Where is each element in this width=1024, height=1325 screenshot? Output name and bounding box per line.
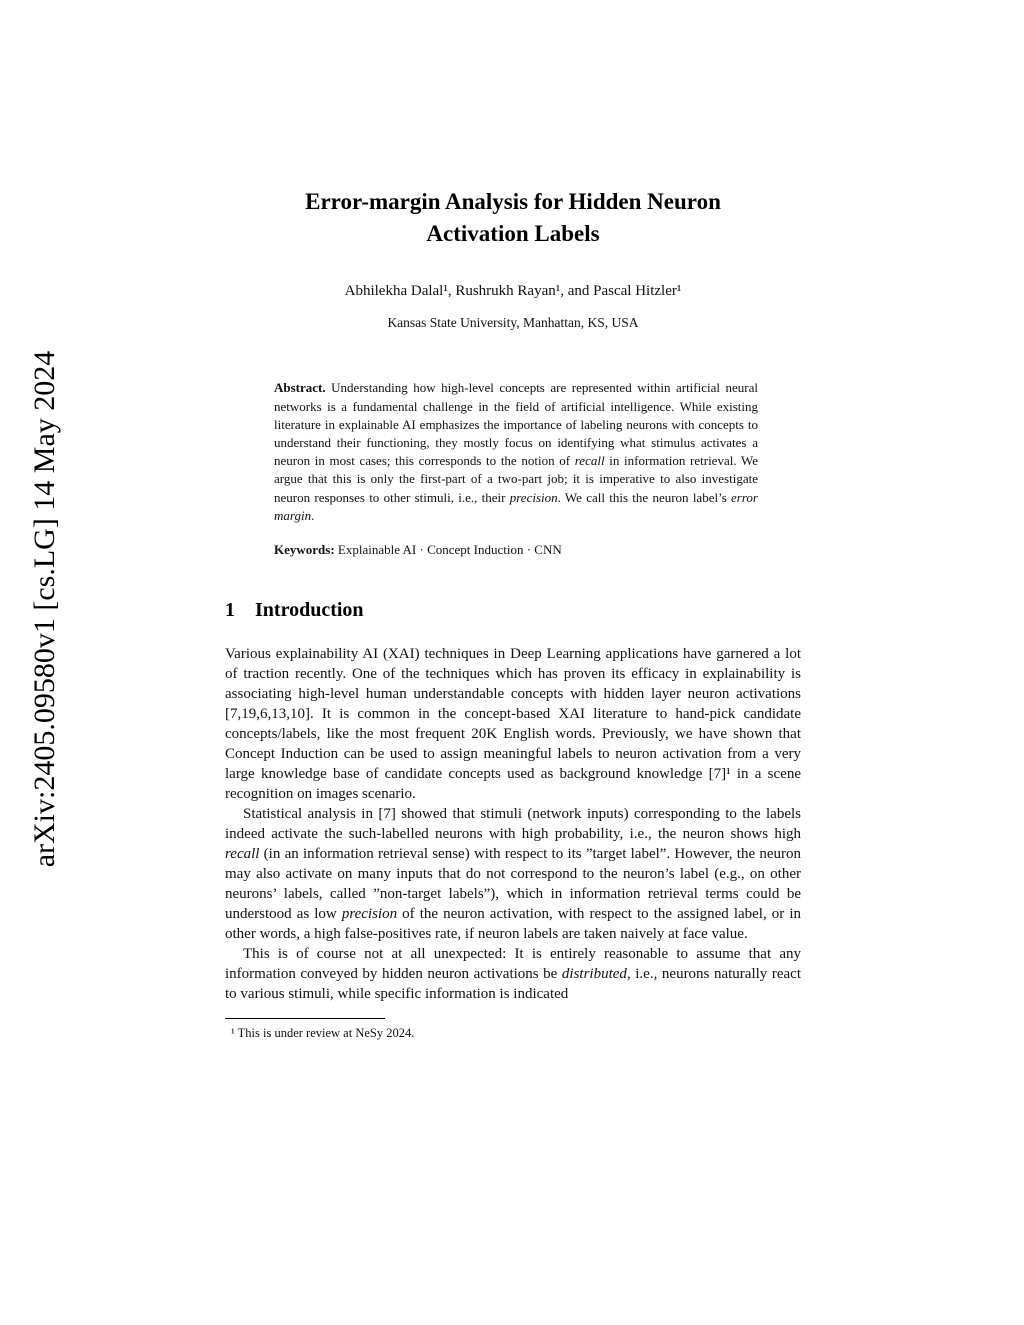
keywords-block: [274, 541, 758, 559]
paper-content: [225, 0, 801, 1042]
keywords-text: Explainable AI · Concept Induction · CNN: [334, 541, 562, 557]
intro-paragraph-3: This is of course not at all unexpected: It is entirely reasonable to assume that any information conveyed by hidden neuron activations be distributed, i.e., neurons naturally react to various stimuli, while specific information is indicated: [225, 946, 801, 1003]
introduction-body: [225, 644, 801, 1004]
paper-affiliation: Kansas State University, Manhattan, KS, USA: [387, 315, 639, 331]
footnote-text: ¹ This is under review at NeSy 2024.: [231, 1026, 415, 1041]
section-heading-introduction: [225, 599, 801, 622]
footnote-block: [225, 1018, 801, 1042]
keywords-label: Keywords:: [274, 541, 335, 557]
paper-authors: Abhilekha Dalal¹, Rushrukh Rayan¹, and Pascal Hitzler¹: [344, 283, 682, 300]
section-title: Introduction: [255, 599, 364, 622]
abstract-text: Understanding how high-level concepts are represented within artificial neural networks is a fundamental challenge in the field of artificial intelligence. While existing literature in explainable AI emphasizes the importance of labeling neurons with concepts to understand their functioning, they mostly focus on identifying what stimulus activates a neuron in most cases; this corresponds to the notion of recall in information retrieval. We argue that this is only the first-part of a two-part job; it is imperative to also investigate neuron responses to other stimuli, i.e., their precision. We call this the neuron label’s error margin.: [274, 380, 758, 523]
abstract-block: [274, 379, 758, 525]
arxiv-identifier-watermark: arXiv:2405.09580v1 [cs.LG] 14 May 2024: [28, 350, 61, 868]
section-number: 1: [225, 599, 235, 622]
intro-paragraph-1: Various explainability AI (XAI) techniques in Deep Learning applications have garnered a lot of traction recently. One of the techniques which has proven its efficacy in explainability is associating high-level human understandable concepts with hidden layer neuron activations [7,19,6,13,10]. It is common in the concept-based XAI literature to hand-pick candidate concepts/labels, like the most frequent 20K English words. Previously, we have shown that Concept Induction can be used to assign meaningful labels to neuron activation from a very large knowledge base of candidate concepts used as background knowledge [7]¹ in a scene recognition on images scenario.: [225, 646, 801, 803]
paper-title: Error-margin Analysis for Hidden Neuron Activation Labels: [305, 189, 721, 246]
abstract-label: Abstract.: [274, 380, 326, 396]
footnote-rule: [225, 1018, 385, 1019]
intro-paragraph-2: Statistical analysis in [7] showed that stimuli (network inputs) corresponding to the labels indeed activate the such-labelled neurons with high probability, i.e., the neuron shows high recall (in an information retrieval sense) with respect to its ”target label”. However, the neuron may also activate on many inputs that do not correspond to the neuron’s label (e.g., on other neurons’ labels, called ”non-target labels”), which in information retrieval terms could be understood as low precision of the neuron activation, with respect to the assigned label, or in other words, a high false-positives rate, if neuron labels are taken naively at face value.: [225, 806, 801, 943]
